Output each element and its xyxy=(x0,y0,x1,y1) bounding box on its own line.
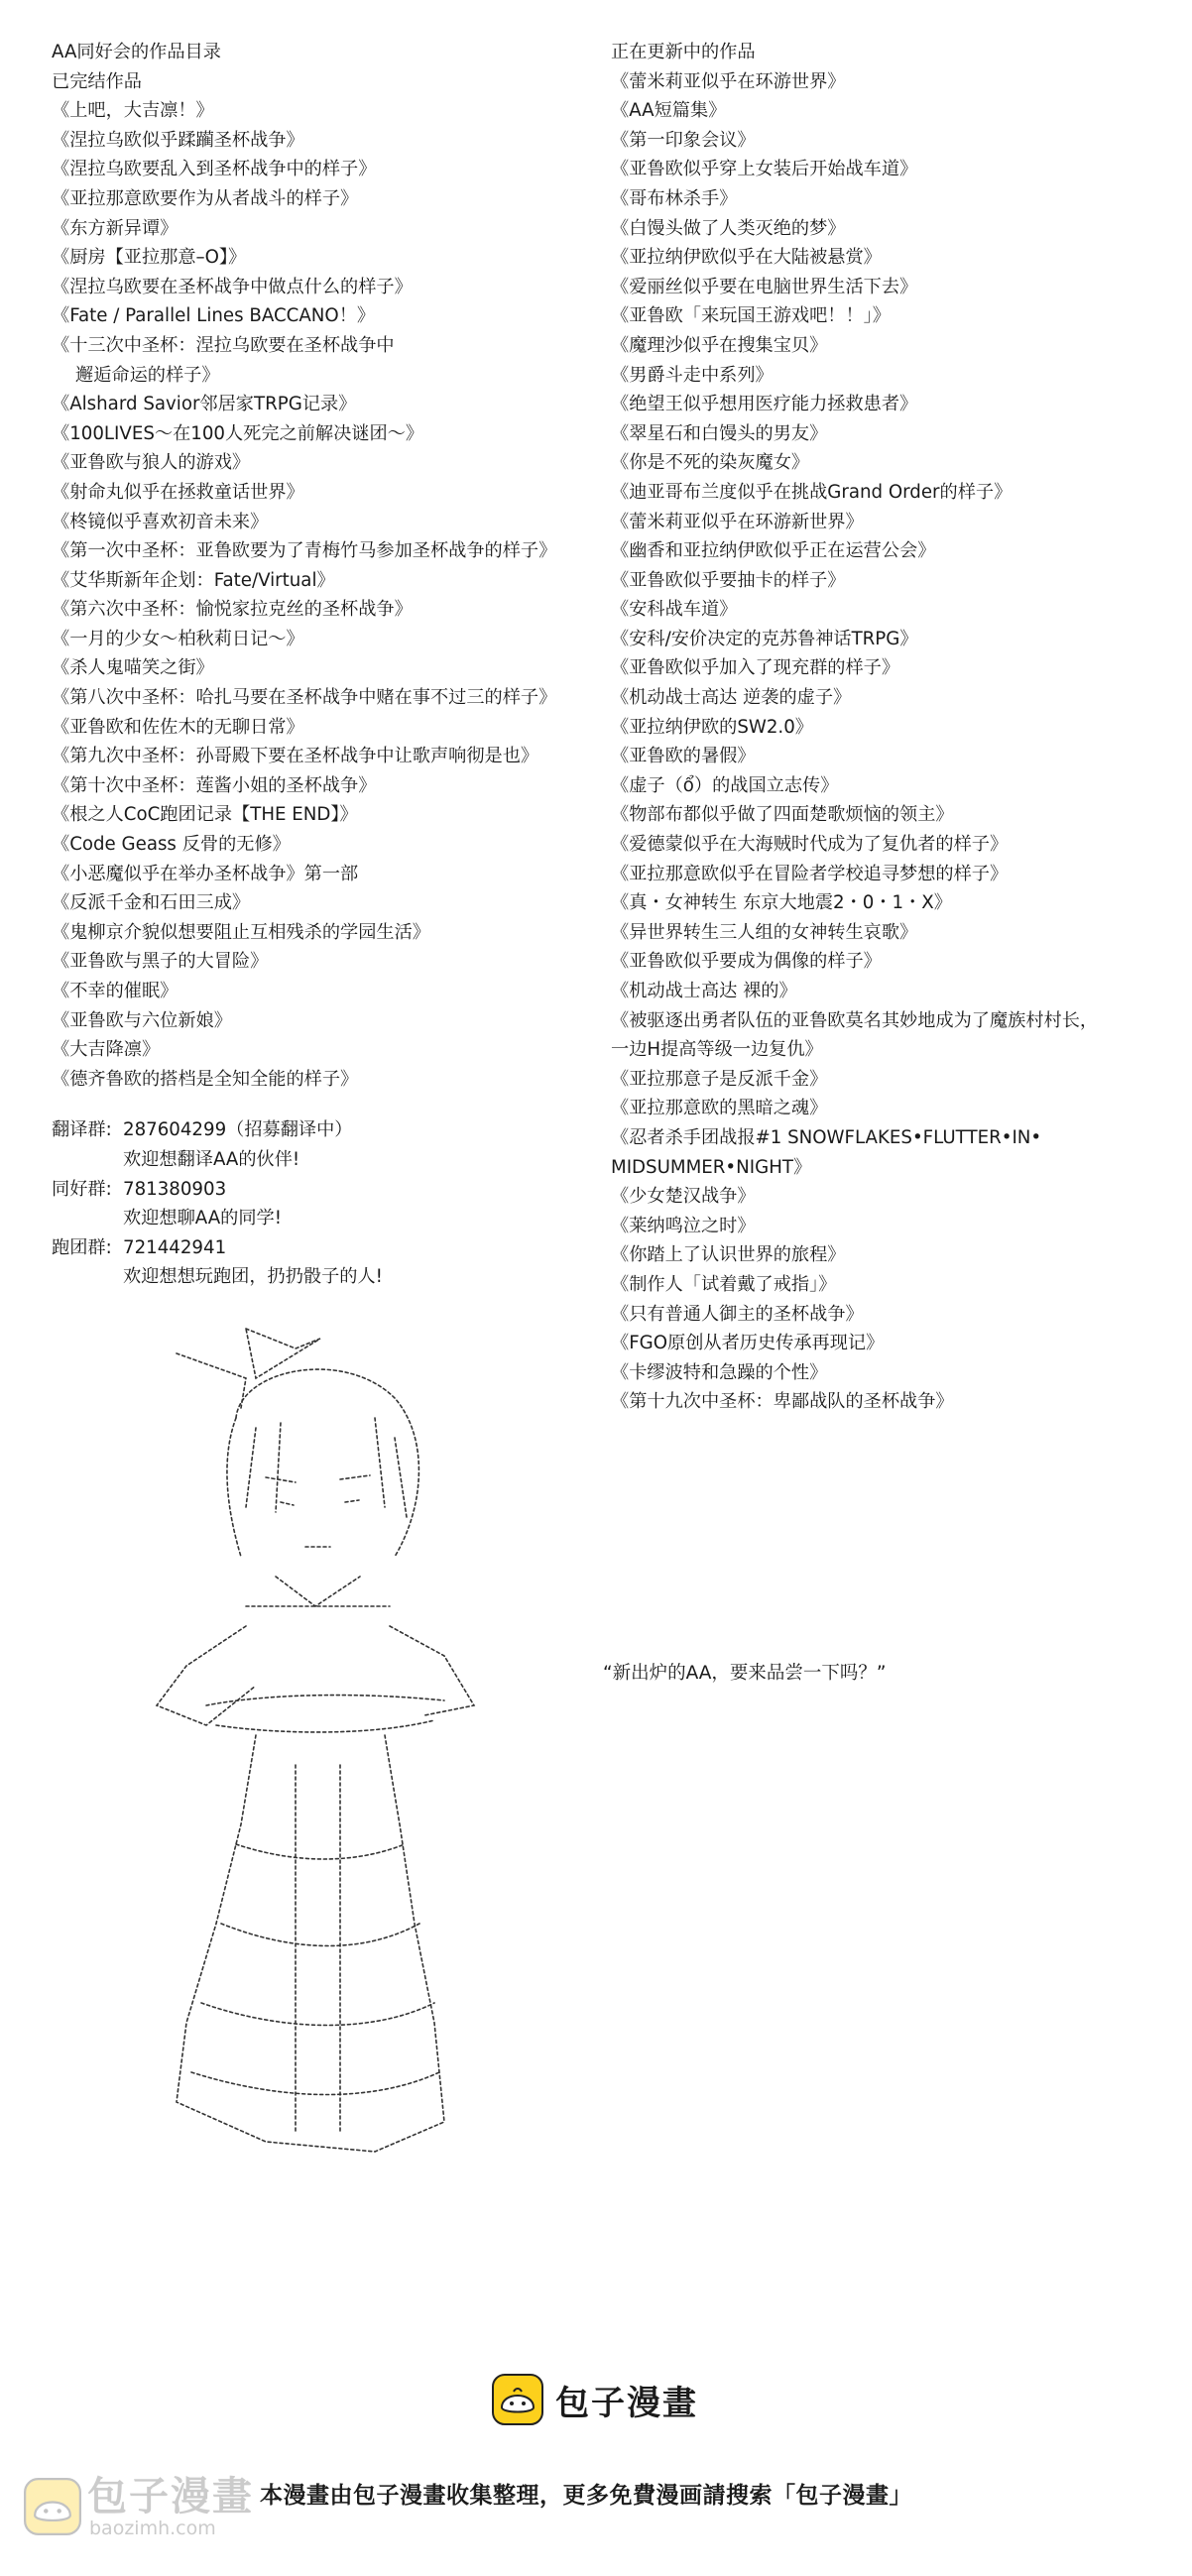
list-item: 《涅拉乌欧要乱入到圣杯战争中的样子》 xyxy=(52,159,377,180)
list-item: 《柊镜似乎喜欢初音未来》 xyxy=(52,511,269,532)
list-item: 《翠星石和白馒头的男友》 xyxy=(611,422,828,444)
list-item: 《亚拉那意欧要作为从者战斗的样子》 xyxy=(52,187,359,209)
list-item: 《物部布都似乎做了四面楚歌烦恼的领主》 xyxy=(611,804,954,826)
list-item: 《第八次中圣杯：哈扎马要在圣杯战争中赌在事不过三的样子》 xyxy=(52,687,557,709)
list-item: 《男爵斗走中系列》 xyxy=(611,364,774,386)
translate-group-row xyxy=(52,1115,607,1145)
list-item: 《大吉降凛》 xyxy=(52,1039,161,1061)
footer-notice: 本漫畫由包子漫畫收集整理，更多免費漫画請搜索「包子漫畫」 xyxy=(260,2483,912,2509)
brand-name: 包子漫畫 xyxy=(555,2383,698,2423)
list-item: 《厨房【亚拉那意–O】》 xyxy=(52,247,247,269)
bun-logo-icon xyxy=(24,2478,81,2535)
club-group-note: 欢迎想聊AA的同学! xyxy=(123,1208,282,1229)
list-item: 《机动战士高达 裸的》 xyxy=(611,981,797,1001)
list-item: 《FGO原创从者历史传承再现记》 xyxy=(611,1333,885,1354)
list-item: 《Alshard Savior邻居家TRPG记录》 xyxy=(52,394,357,415)
bun-logo-icon xyxy=(492,2374,543,2425)
list-item: 《白馒头做了人类灭绝的梦》 xyxy=(611,217,846,239)
list-item: 《亚鲁欧似乎加入了现充群的样子》 xyxy=(611,657,900,679)
list-item: 《你踏上了认识世界的旅程》 xyxy=(611,1244,846,1266)
list-item: 《射命丸似乎在拯救童话世界》 xyxy=(52,481,304,503)
trpg-group-note: 欢迎想想玩跑团，扔扔骰子的人! xyxy=(123,1266,383,1288)
list-item: 《迪亚哥布兰度似乎在挑战Grand Order的样子》 xyxy=(611,481,1013,503)
list-item: 《第一次中圣杯：亚鲁欧要为了青梅竹马参加圣杯战争的样子》 xyxy=(52,540,557,562)
list-item: 《德齐鲁欧的搭档是全知全能的样子》 xyxy=(52,1068,359,1090)
list-item: 《虚子（ổ）的战国立志传》 xyxy=(611,774,839,796)
spacer xyxy=(52,1094,607,1115)
completed-works-list xyxy=(52,96,607,1094)
list-item: 《第十九次中圣杯：卑鄙战队的圣杯战争》 xyxy=(611,1391,954,1413)
list-item: 《亚拉那意子是反派千金》 xyxy=(611,1068,828,1090)
list-item: 《100LIVES～在100人死完之前解决谜团～》 xyxy=(52,422,424,444)
list-item: 《亚鲁欧「来玩国王游戏吧！！」》 xyxy=(611,305,891,327)
list-item: 《第九次中圣杯：孙哥殿下要在圣杯战争中让歌声响彻是也》 xyxy=(52,746,539,767)
list-item: 《爱德蒙似乎在大海贼时代成为了复仇者的样子》 xyxy=(611,834,1009,856)
list-item: 《爱丽丝似乎要在电脑世界生活下去》 xyxy=(611,276,918,297)
list-item: 《涅拉乌欧似乎蹂躏圣杯战争》 xyxy=(52,129,304,151)
left-column xyxy=(52,38,607,1292)
catalog-heading: AA同好会的作品目录 xyxy=(52,42,221,62)
club-group-row xyxy=(52,1175,607,1205)
list-item: 《亚鲁欧似乎穿上女装后开始战车道》 xyxy=(611,159,918,180)
list-item: 《亚拉那意欧似乎在冒险者学校追寻梦想的样子》 xyxy=(611,863,1009,884)
translate-group-note: 欢迎想翻译AA的伙伴! xyxy=(123,1148,300,1170)
list-item: 《蕾米莉亚似乎在环游世界》 xyxy=(611,70,846,92)
list-item: 《异世界转生三人组的女神转生哀歌》 xyxy=(611,921,918,943)
watermark-text xyxy=(87,2475,254,2538)
speech-quote: “新出炉的AA，要来品尝一下吗？” xyxy=(603,1663,887,1684)
ascii-art-character xyxy=(147,1309,543,2221)
list-item: 《你是不死的染灰魔女》 xyxy=(611,452,810,474)
list-item: 《鬼柳京介貌似想要阻止互相残杀的学园生活》 xyxy=(52,921,430,943)
list-item: 《亚鲁欧与狼人的游戏》 xyxy=(52,452,251,474)
list-item: 《一月的少女～柏秋莉日记～》 xyxy=(52,628,304,649)
list-item: 《亚鲁欧与六位新娘》 xyxy=(52,1009,232,1031)
list-item: 《亚鲁欧似乎要成为偶像的样子》 xyxy=(611,951,882,973)
list-item: 《东方新异谭》 xyxy=(52,217,179,239)
list-item-continuation: 一边H提高等级一边复仇》 xyxy=(611,1039,823,1061)
trpg-group-label: 跑团群: xyxy=(52,1236,112,1258)
list-item: 《上吧，大吉凛！》 xyxy=(52,100,214,122)
list-item: 《忍者杀手团战报#1 SNOWFLAKES•FLUTTER•IN• xyxy=(611,1126,1042,1148)
list-item: 《少女楚汉战争》 xyxy=(611,1186,756,1208)
list-item-continuation: 邂逅命运的样子》 xyxy=(75,364,220,386)
brand-logo[interactable] xyxy=(492,2374,698,2425)
list-item: 《十三次中圣杯：涅拉乌欧要在圣杯战争中 xyxy=(52,334,395,356)
list-item: 《亚鲁欧与黑子的大冒险》 xyxy=(52,951,269,973)
site-watermark xyxy=(24,2475,254,2538)
trpg-group-row xyxy=(52,1233,607,1263)
list-item: 《亚拉纳伊欧似乎在大陆被悬赏》 xyxy=(611,247,882,269)
list-item: 《亚鲁欧似乎要抽卡的样子》 xyxy=(611,569,846,591)
club-group-number: 781380903 xyxy=(123,1178,227,1200)
list-item: 《莱纳鸣泣之时》 xyxy=(611,1215,756,1236)
ongoing-works-list xyxy=(611,67,1186,1417)
list-item: 《第一印象会议》 xyxy=(611,129,756,151)
right-column xyxy=(611,38,1186,1417)
translate-group-number: 287604299（招募翻译中） xyxy=(123,1119,353,1141)
list-item: 《不幸的催眠》 xyxy=(52,981,179,1001)
list-item: 《只有普通人御主的圣杯战争》 xyxy=(611,1303,864,1325)
list-item: 《幽香和亚拉纳伊欧似乎正在运营公会》 xyxy=(611,540,936,562)
list-item: 《Code Geass 反骨的无修》 xyxy=(52,834,291,856)
list-item: 《亚鲁欧和佐佐木的无聊日常》 xyxy=(52,716,304,738)
list-item: 《卡缪波特和急躁的个性》 xyxy=(611,1361,828,1383)
list-item: 《根之人CoC跑团记录【THE END】》 xyxy=(52,804,358,826)
ongoing-heading: 正在更新中的作品 xyxy=(611,42,756,62)
list-item: 《Fate / Parallel Lines BACCANO！》 xyxy=(52,305,376,327)
list-item: 《亚拉那意欧的黑暗之魂》 xyxy=(611,1098,828,1119)
list-item: 《绝望王似乎想用医疗能力拯救患者》 xyxy=(611,394,918,415)
translate-group-label: 翻译群: xyxy=(52,1119,112,1141)
list-item: 《AA短篇集》 xyxy=(611,100,727,122)
list-item: 《涅拉乌欧要在圣杯战争中做点什么的样子》 xyxy=(52,276,413,297)
completed-heading: 已完结作品 xyxy=(52,70,142,92)
trpg-group-number: 721442941 xyxy=(123,1236,227,1258)
list-item: 《艾华斯新年企划：Fate/Virtual》 xyxy=(52,569,335,591)
list-item: 《真・女神转生 东京大地震2・0・1・X》 xyxy=(611,892,952,914)
contact-groups xyxy=(52,1115,607,1292)
list-item-continuation: MIDSUMMER•NIGHT》 xyxy=(611,1156,812,1178)
list-item: 《杀人鬼喵笑之街》 xyxy=(52,657,214,679)
list-item: 《安科战车道》 xyxy=(611,599,738,621)
club-group-label: 同好群: xyxy=(52,1178,112,1200)
list-item: 《亚鲁欧的暑假》 xyxy=(611,746,756,767)
list-item: 《小恶魔似乎在举办圣杯战争》第一部 xyxy=(52,863,359,884)
list-item: 《蕾米莉亚似乎在环游新世界》 xyxy=(611,511,864,532)
list-item: 《亚拉纳伊欧的SW2.0》 xyxy=(611,716,813,738)
watermark-title: 包子漫畫 xyxy=(87,2474,254,2519)
watermark-url: baozimh.com xyxy=(89,2517,216,2539)
list-item: 《第六次中圣杯：愉悦家拉克丝的圣杯战争》 xyxy=(52,599,413,621)
list-item: 《被驱逐出勇者队伍的亚鲁欧莫名其妙地成为了魔族村村长， xyxy=(611,1009,1099,1031)
list-item: 《制作人「试着戴了戒指」》 xyxy=(611,1273,837,1295)
list-item: 《第十次中圣杯：莲酱小姐的圣杯战争》 xyxy=(52,774,377,796)
list-item: 《安科/安价决定的克苏鲁神话TRPG》 xyxy=(611,628,918,649)
list-item: 《魔理沙似乎在搜集宝贝》 xyxy=(611,334,828,356)
list-item: 《哥布林杀手》 xyxy=(611,187,738,209)
list-item: 《反派千金和石田三成》 xyxy=(52,892,251,914)
list-item: 《机动战士高达 逆袭的虚子》 xyxy=(611,687,852,709)
